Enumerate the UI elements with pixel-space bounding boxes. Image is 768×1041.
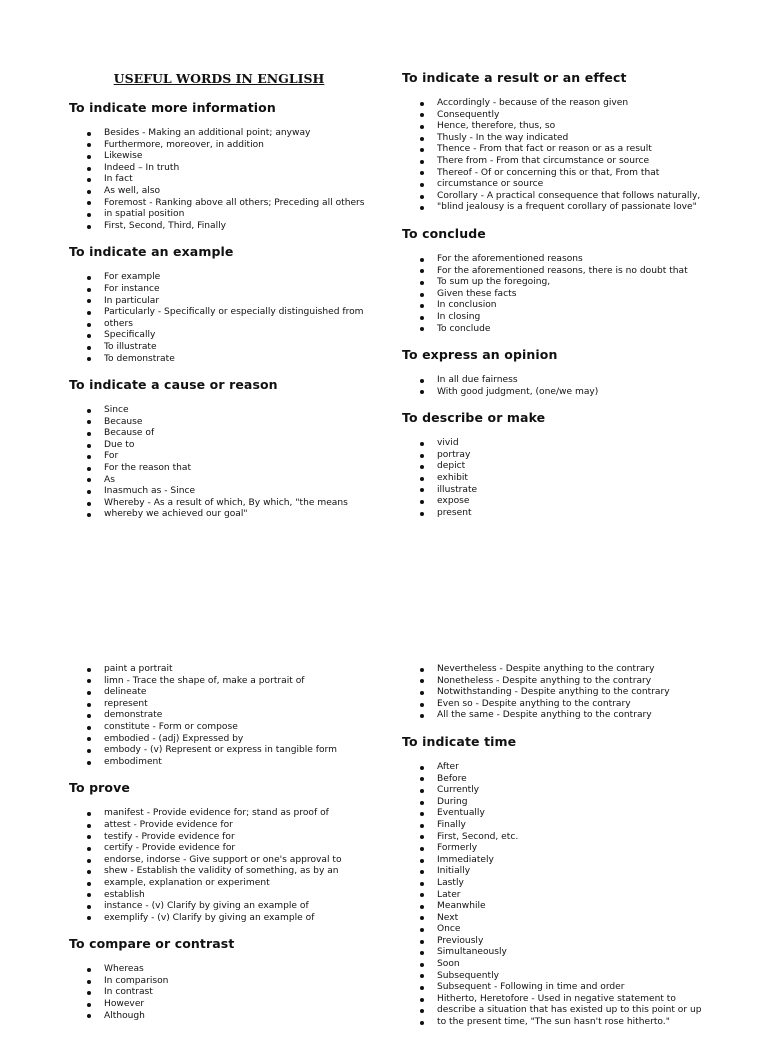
- bullet-list: [69, 128, 369, 232]
- list-item: vivid: [402, 438, 702, 450]
- list-item: whereby we achieved our goal": [69, 509, 369, 521]
- list-item: shew - Establish the validity of something, as by an: [69, 866, 369, 878]
- list-item: Meanwhile: [402, 901, 702, 913]
- list-item: Because: [69, 417, 369, 429]
- section-to-describe-or-make: [402, 410, 702, 519]
- list-item: Soon: [402, 959, 702, 971]
- list-item: testify - Provide evidence for: [69, 832, 369, 844]
- list-item: Subsequent - Following in time and order: [402, 982, 702, 994]
- section-to-indicate-a-cause-or-reason: [69, 377, 369, 521]
- list-item: Because of: [69, 428, 369, 440]
- section-heading: To indicate time: [402, 733, 517, 749]
- top-right-column: [402, 70, 702, 531]
- list-item: Likewise: [69, 151, 369, 163]
- list-item: embodied - (adj) Expressed by: [69, 734, 369, 746]
- list-item: constitute - Form or compose: [69, 722, 369, 734]
- list-item: In conclusion: [402, 300, 702, 312]
- list-item: Lastly: [402, 878, 702, 890]
- list-item: Before: [402, 774, 702, 786]
- bullet-list: [402, 438, 702, 519]
- list-item: Since: [69, 405, 369, 417]
- list-item: Later: [402, 890, 702, 902]
- list-item: In all due fairness: [402, 375, 702, 387]
- list-item: Nevertheless - Despite anything to the contrary: [402, 664, 702, 676]
- section-to-express-an-opinion: [402, 347, 702, 398]
- list-item: All the same - Despite anything to the contrary: [402, 710, 702, 722]
- section-to-indicate-more-information: [69, 100, 369, 232]
- list-item: present: [402, 508, 702, 520]
- list-item: In particular: [69, 296, 369, 308]
- list-item: Particularly - Specifically or especially distinguished from: [69, 307, 369, 319]
- list-item: In closing: [402, 312, 702, 324]
- list-item: In contrast: [69, 987, 369, 999]
- list-item: In fact: [69, 174, 369, 186]
- section-to-conclude: [402, 226, 702, 335]
- sections: [69, 780, 369, 1022]
- list-item: Immediately: [402, 855, 702, 867]
- list-item: To illustrate: [69, 342, 369, 354]
- list-item: There from - From that circumstance or source: [402, 156, 702, 168]
- list-item: For instance: [69, 284, 369, 296]
- list-item: First, Second, Third, Finally: [69, 221, 369, 233]
- list-item: For the aforementioned reasons, there is no doubt that: [402, 266, 702, 278]
- continued-list: [402, 664, 702, 722]
- list-item: Given these facts: [402, 289, 702, 301]
- list-item: During: [402, 797, 702, 809]
- list-item: delineate: [69, 687, 369, 699]
- section-heading: To describe or make: [402, 410, 546, 426]
- list-item: Consequently: [402, 110, 702, 122]
- section-to-indicate-a-result-or-an-effect: [402, 70, 702, 214]
- list-item: For example: [69, 272, 369, 284]
- list-item: Once: [402, 924, 702, 936]
- list-item: instance - (v) Clarify by giving an example of: [69, 901, 369, 913]
- list-item: As: [69, 475, 369, 487]
- list-item: exemplify - (v) Clarify by giving an example of: [69, 913, 369, 925]
- list-item: With good judgment, (one/we may): [402, 387, 702, 399]
- list-item: attest - Provide evidence for: [69, 820, 369, 832]
- section-heading: To conclude: [402, 225, 486, 241]
- list-item: In comparison: [69, 976, 369, 988]
- section-heading: To prove: [69, 780, 130, 796]
- section-to-indicate-an-example: [69, 244, 369, 365]
- top-left-column: [69, 71, 369, 533]
- list-item: Hence, therefore, thus, so: [402, 121, 702, 133]
- list-item: Indeed – In truth: [69, 163, 369, 175]
- list-item: Specifically: [69, 330, 369, 342]
- bullet-list: [402, 254, 702, 335]
- section-heading: To indicate a result or an effect: [402, 70, 627, 85]
- bottom-left-column: [69, 664, 369, 1034]
- list-item: To conclude: [402, 324, 702, 336]
- list-item: manifest - Provide evidence for; stand as proof of: [69, 808, 369, 820]
- list-item: Foremost - Ranking above all others; Preceding all others: [69, 198, 369, 210]
- list-item: Furthermore, moreover, in addition: [69, 140, 369, 152]
- list-item: to the present time, "The sun hasn't rose hitherto.": [402, 1017, 702, 1029]
- list-item: Simultaneously: [402, 947, 702, 959]
- list-item: For the aforementioned reasons: [402, 254, 702, 266]
- section-to-prove: [69, 780, 369, 924]
- list-item: limn - Trace the shape of, make a portrait of: [69, 676, 369, 688]
- list-item: Next: [402, 913, 702, 925]
- list-item: For: [69, 451, 369, 463]
- list-item: Whereas: [69, 964, 369, 976]
- section-to-indicate-time: [402, 734, 702, 1029]
- list-item: "blind jealousy is a frequent corollary of passionate love": [402, 202, 702, 214]
- section-heading: To indicate more information: [69, 100, 276, 115]
- bullet-list: [69, 272, 369, 365]
- list-item: example, explanation or experiment: [69, 878, 369, 890]
- list-item: Hitherto, Heretofore - Used in negative statement to: [402, 994, 702, 1006]
- list-item: Formerly: [402, 843, 702, 855]
- list-item: Initially: [402, 866, 702, 878]
- list-item: Inasmuch as - Since: [69, 486, 369, 498]
- document-title: USEFUL WORDS IN ENGLISH: [113, 71, 325, 86]
- list-item: portray: [402, 450, 702, 462]
- list-item: certify - Provide evidence for: [69, 843, 369, 855]
- list-item: embodiment: [69, 757, 369, 769]
- list-item: others: [69, 319, 369, 331]
- list-item: Thusly - In the way indicated: [402, 133, 702, 145]
- list-item: To sum up the foregoing,: [402, 277, 702, 289]
- list-item: expose: [402, 496, 702, 508]
- list-item: Besides - Making an additional point; anyway: [69, 128, 369, 140]
- list-item: Due to: [69, 440, 369, 452]
- list-item: demonstrate: [69, 710, 369, 722]
- list-item: describe a situation that has existed up to this point or up: [402, 1005, 702, 1017]
- bullet-list: [69, 405, 369, 521]
- list-item: Subsequently: [402, 971, 702, 983]
- section-to-compare-or-contrast: [69, 936, 369, 1022]
- list-item: embody - (v) Represent or express in tangible form: [69, 745, 369, 757]
- section-heading: To express an opinion: [402, 347, 558, 363]
- list-item: Previously: [402, 936, 702, 948]
- list-item: However: [69, 999, 369, 1011]
- section-heading: To compare or contrast: [69, 936, 235, 952]
- sections: [69, 100, 369, 521]
- list-item: Notwithstanding - Despite anything to the contrary: [402, 687, 702, 699]
- list-item: For the reason that: [69, 463, 369, 475]
- list-item: Thence - From that fact or reason or as a result: [402, 144, 702, 156]
- bullet-list: [402, 375, 702, 398]
- list-item: Corollary - A practical consequence that follows naturally,: [402, 191, 702, 203]
- list-item: Eventually: [402, 808, 702, 820]
- list-item: endorse, indorse - Give support or one's approval to: [69, 855, 369, 867]
- bullet-list: [402, 762, 702, 1029]
- list-item: Thereof - Of or concerning this or that, From that: [402, 168, 702, 180]
- list-item: As well, also: [69, 186, 369, 198]
- list-item: depict: [402, 461, 702, 473]
- list-item: Accordingly - because of the reason given: [402, 98, 702, 110]
- section-heading: To indicate a cause or reason: [69, 377, 278, 393]
- sections: [402, 734, 702, 1029]
- continued-list: [69, 664, 369, 768]
- list-item: Even so - Despite anything to the contrary: [402, 699, 702, 711]
- list-item: paint a portrait: [69, 664, 369, 676]
- list-item: Nonetheless - Despite anything to the contrary: [402, 676, 702, 688]
- list-item: exhibit: [402, 473, 702, 485]
- list-item: First, Second, etc.: [402, 832, 702, 844]
- bullet-list: [69, 808, 369, 924]
- list-item: Currently: [402, 785, 702, 797]
- list-item: Whereby - As a result of which, By which, "the means: [69, 498, 369, 510]
- list-item: illustrate: [402, 485, 702, 497]
- list-item: establish: [69, 890, 369, 902]
- bullet-list: [402, 98, 702, 214]
- list-item: circumstance or source: [402, 179, 702, 191]
- bottom-right-column: [402, 664, 702, 1041]
- list-item: Finally: [402, 820, 702, 832]
- section-heading: To indicate an example: [69, 244, 234, 260]
- sections: [402, 70, 702, 519]
- list-item: represent: [69, 699, 369, 711]
- list-item: To demonstrate: [69, 354, 369, 366]
- list-item: After: [402, 762, 702, 774]
- bullet-list: [69, 964, 369, 1022]
- list-item: Although: [69, 1011, 369, 1023]
- list-item: in spatial position: [69, 209, 369, 221]
